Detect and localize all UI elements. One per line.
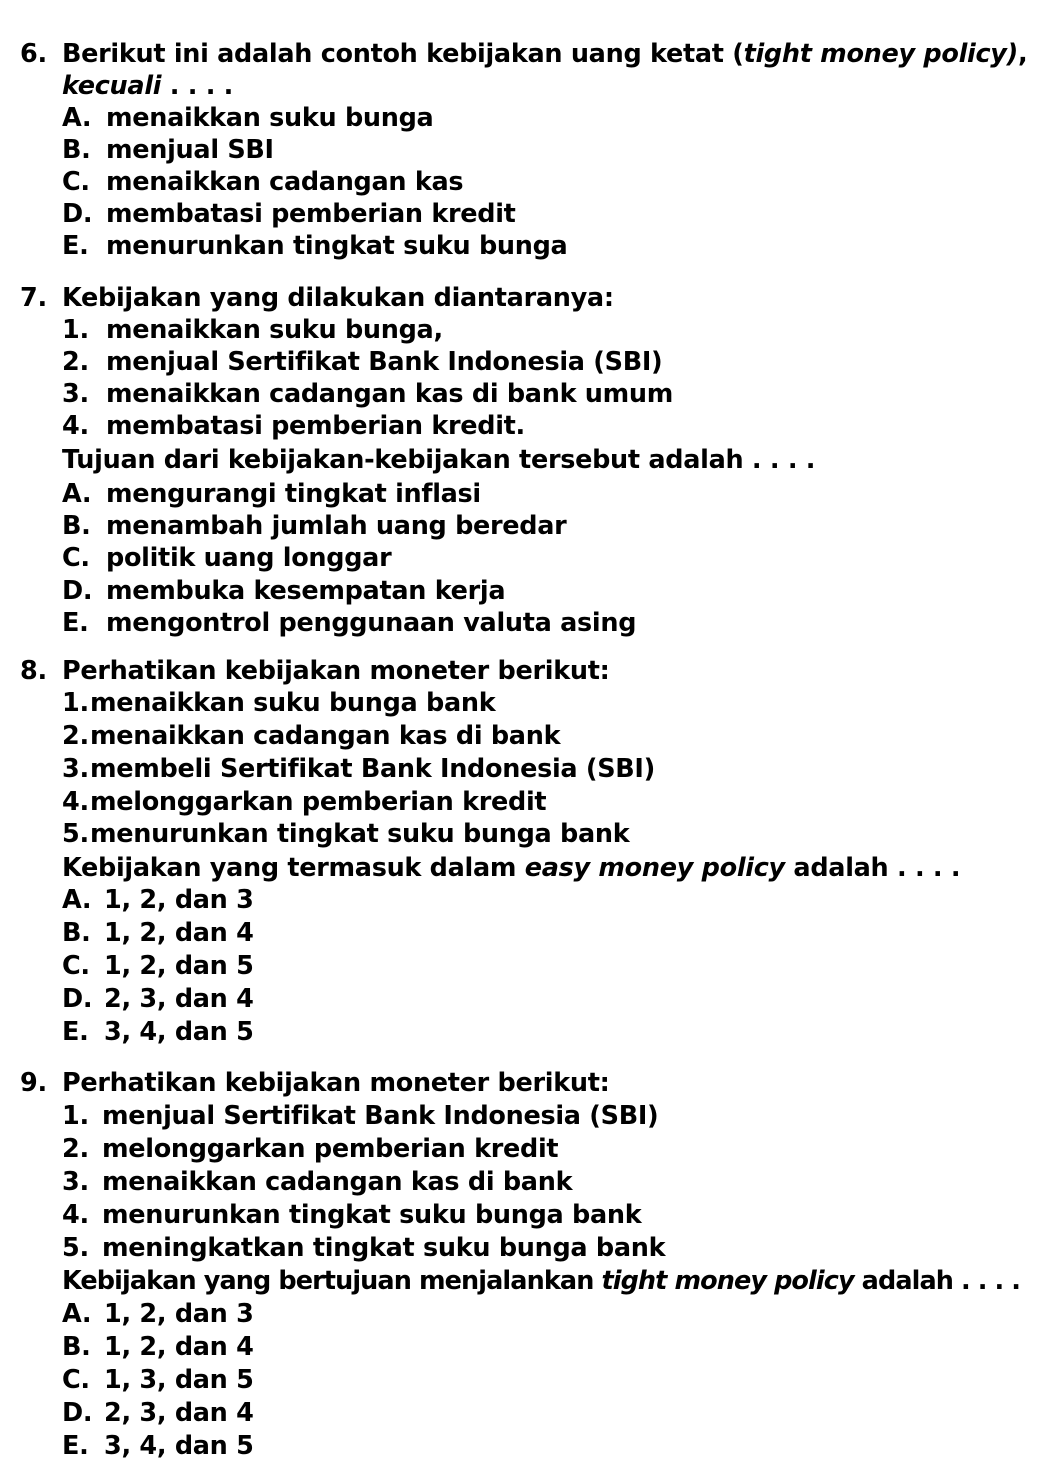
option-letter: D. [62,984,93,1014]
option-text: menambah jumlah uang beredar [106,511,567,541]
prompt-text: Kebijakan yang bertujuan menjalankan [62,1266,602,1296]
option-a[interactable] [62,102,433,134]
statement-text: menurunkan tingkat suku bunga bank [90,819,630,849]
option-b[interactable] [62,510,566,542]
statement-number: 1. [62,1101,89,1131]
option-b[interactable] [62,1331,254,1363]
statement-item [62,1133,558,1165]
statement-item [62,1100,658,1132]
option-letter: B. [62,135,91,165]
statement-item [62,378,673,410]
statement-item [62,1166,572,1198]
option-text: 1, 2, dan 4 [104,918,254,948]
option-letter: B. [62,511,91,541]
statement-item [62,786,546,818]
option-e[interactable] [62,1430,254,1462]
question-text: Perhatikan kebijakan moneter berikut: [62,1068,610,1098]
option-text: politik uang longgar [106,543,392,573]
option-letter: C. [62,951,90,981]
option-b[interactable] [62,134,274,166]
option-text: menjual SBI [106,135,274,165]
option-text: 1, 3, dan 5 [104,1365,254,1395]
option-a[interactable] [62,884,254,916]
statement-item [62,753,655,785]
statement-item [62,818,629,850]
option-c[interactable] [62,950,254,982]
prompt-text-italic: easy money policy [524,853,785,883]
question-text: Kebijakan yang dilakukan diantaranya: [62,283,614,313]
option-letter: D. [62,576,93,606]
statement-number: 1. [62,315,89,345]
question-8-stem [20,655,610,687]
question-text: . . . . [161,71,234,101]
statement-text: menaikkan cadangan kas di bank umum [106,379,674,409]
prompt-text: adalah . . . . [784,853,961,883]
statement-item [62,1232,665,1264]
option-text: menaikkan cadangan kas [106,167,464,197]
option-letter: D. [62,1398,93,1428]
option-text: 2, 3, dan 4 [104,984,254,1014]
option-letter: D. [62,199,93,229]
question-text: Berikut ini adalah contoh kebijakan uang ketat ( [62,39,744,69]
option-text: mengontrol penggunaan valuta asing [106,608,637,638]
option-text: 1, 2, dan 3 [104,1299,254,1329]
option-text: membuka kesempatan kerja [106,576,506,606]
option-letter: E. [62,1017,89,1047]
option-c[interactable] [62,166,463,198]
option-letter: B. [62,918,91,948]
option-text: 2, 3, dan 4 [104,1398,254,1428]
option-d[interactable] [62,575,505,607]
option-text: 3, 4, dan 5 [104,1017,254,1047]
option-letter: C. [62,1365,90,1395]
option-text: 1, 2, dan 4 [104,1332,254,1362]
option-text: 1, 2, dan 5 [104,951,254,981]
statement-item [62,720,560,752]
option-letter: A. [62,479,92,509]
option-letter: C. [62,167,90,197]
option-d[interactable] [62,983,254,1015]
option-text: menaikkan suku bunga [106,103,434,133]
option-letter: E. [62,608,89,638]
statement-number: 1. [62,688,89,718]
statement-item [62,1199,641,1231]
statement-number: 3. [62,754,89,784]
option-text: menurunkan tingkat suku bunga [106,231,568,261]
statement-item [62,314,443,346]
statement-text: menaikkan cadangan kas di bank [90,721,561,751]
option-text: 3, 4, dan 5 [104,1431,254,1461]
question-number: 8. [20,656,47,686]
prompt-text-italic: tight money policy [601,1266,854,1296]
statement-number: 4. [62,787,89,817]
question-7-prompt: Tujuan dari kebijakan-kebijakan tersebut adalah . . . . [62,445,816,475]
statement-number: 2. [62,347,89,377]
option-e[interactable] [62,607,636,639]
statement-text: membeli Sertifikat Bank Indonesia (SBI) [90,754,655,784]
prompt-text: Kebijakan yang termasuk dalam [62,853,525,883]
prompt-text: adalah . . . . [853,1266,1021,1296]
statement-text: menaikkan suku bunga bank [90,688,496,718]
question-8-prompt [62,852,960,884]
statement-item [62,410,525,442]
option-letter: C. [62,543,90,573]
statement-number: 4. [62,1200,89,1230]
statement-number: 2. [62,721,89,751]
option-letter: A. [62,103,92,133]
statement-item [62,687,495,719]
option-letter: E. [62,1431,89,1461]
statement-number: 4. [62,411,89,441]
statement-text: menurunkan tingkat suku bunga bank [102,1200,642,1230]
statement-text: melonggarkan pemberian kredit [90,787,547,817]
question-number: 7. [20,283,47,313]
statement-number: 3. [62,379,89,409]
option-e[interactable] [62,230,567,262]
statement-text: menaikkan cadangan kas di bank [102,1167,573,1197]
option-c[interactable] [62,1364,254,1396]
statement-number: 2. [62,1134,89,1164]
option-text: mengurangi tingkat inflasi [106,479,481,509]
question-6-stem [20,38,1027,70]
option-d[interactable] [62,1397,254,1429]
question-text: Perhatikan kebijakan moneter berikut: [62,656,610,686]
option-e[interactable] [62,1016,254,1048]
question-text-italic: tight money policy) [743,39,1018,69]
option-b[interactable] [62,917,254,949]
question-text: , [1017,39,1028,69]
option-d[interactable] [62,198,516,230]
statement-number: 5. [62,1233,89,1263]
option-text: 1, 2, dan 3 [104,885,254,915]
statement-text: meningkatkan tingkat suku bunga bank [102,1233,666,1263]
statement-text: membatasi pemberian kredit. [106,411,525,441]
statement-text: menaikkan suku bunga, [106,315,443,345]
statement-number: 3. [62,1167,89,1197]
option-letter: A. [62,885,92,915]
question-9-prompt [62,1265,1020,1297]
statement-number: 5. [62,819,89,849]
statement-text: menjual Sertifikat Bank Indonesia (SBI) [106,347,663,377]
option-c[interactable] [62,542,391,574]
option-letter: E. [62,231,89,261]
option-text: membatasi pemberian kredit [106,199,516,229]
question-number: 9. [20,1068,47,1098]
question-number: 6. [20,39,47,69]
option-letter: A. [62,1299,92,1329]
option-a[interactable] [62,478,481,510]
question-text-italic: kecuali [62,71,162,101]
option-letter: B. [62,1332,91,1362]
question-6-stem-line2 [62,70,233,102]
statement-text: melonggarkan pemberian kredit [102,1134,559,1164]
statement-item [62,346,662,378]
statement-text: menjual Sertifikat Bank Indonesia (SBI) [102,1101,659,1131]
option-a[interactable] [62,1298,254,1330]
question-7-stem [20,282,614,314]
question-9-stem [20,1067,610,1099]
